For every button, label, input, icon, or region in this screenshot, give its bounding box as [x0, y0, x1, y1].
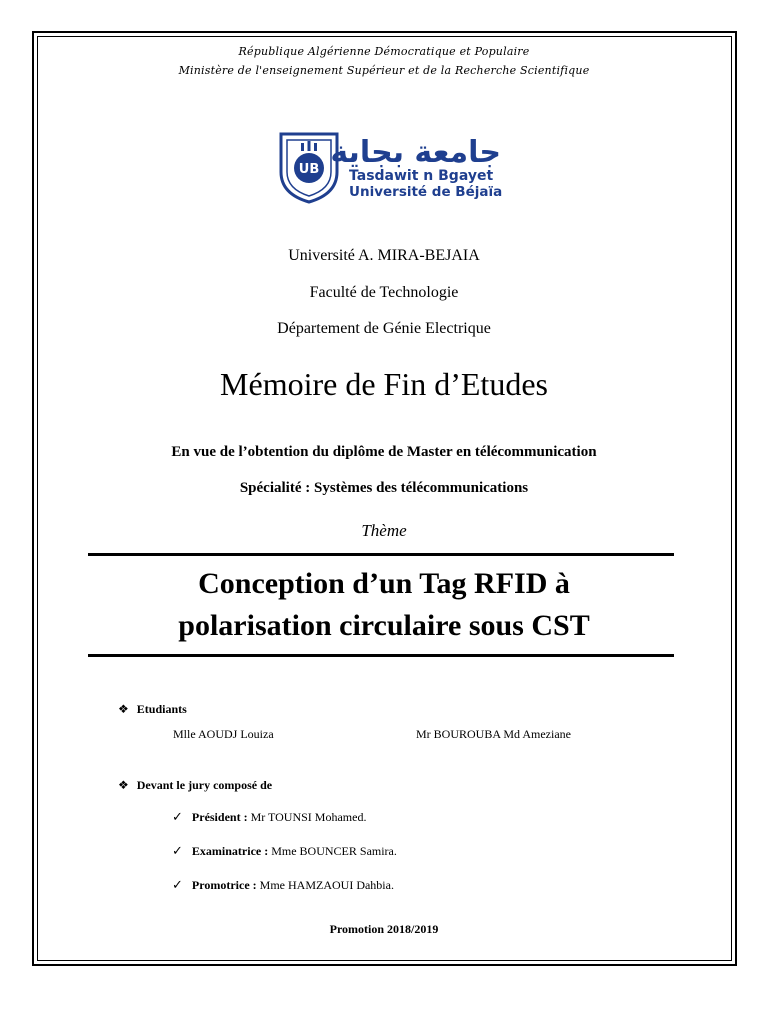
- jury-name: Mme HAMZAOUI Dahbia.: [259, 878, 394, 892]
- thesis-title-line-1: Conception d’un Tag RFID à: [198, 567, 570, 600]
- jury-role: Examinatrice :: [191, 844, 269, 858]
- university-logo: [277, 128, 509, 204]
- header-ministry: Ministère de l'enseignement Supérieur et de la Recherche Scientifique: [178, 64, 590, 77]
- faculty-name: Faculté de Technologie: [309, 284, 459, 301]
- jury-member-examiner: [172, 844, 397, 859]
- header-republic: République Algérienne Démocratique et Populaire: [238, 45, 530, 58]
- checkmark-icon: ✓: [172, 844, 183, 859]
- department-name: Département de Génie Electrique: [277, 320, 491, 337]
- university-name: Université A. MIRA-BEJAIA: [288, 247, 480, 264]
- logo-french-name: Université de Béjaïa: [349, 184, 503, 200]
- document-title: Mémoire de Fin d’Etudes: [220, 366, 548, 402]
- thesis-title: [0, 563, 768, 647]
- theme-label: Thème: [361, 521, 407, 540]
- jury-heading-label: Devant le jury composé de: [136, 778, 273, 792]
- student-name-1: Mlle AOUDJ Louiza: [173, 727, 274, 741]
- university-emblem-icon: [277, 128, 509, 204]
- jury-role: Président :: [191, 810, 248, 824]
- jury-role: Promotrice :: [191, 878, 257, 892]
- checkmark-icon: ✓: [172, 810, 183, 825]
- logo-kabyle-name: Tasdawit n Bgayet: [349, 168, 494, 184]
- checkmark-icon: ✓: [172, 878, 183, 893]
- student-name-2: Mr BOUROUBA Md Ameziane: [416, 727, 571, 741]
- degree-subtitle: En vue de l’obtention du diplôme de Master en télécommunication: [171, 444, 597, 460]
- logo-monogram: UB: [298, 162, 320, 177]
- jury-heading: [118, 778, 272, 793]
- promotion-year: Promotion 2018/2019: [329, 922, 439, 936]
- logo-arabic-name: جامعة بجاية: [330, 135, 501, 170]
- students-heading-label: Etudiants: [136, 702, 187, 716]
- jury-name: Mr TOUNSI Mohamed.: [250, 810, 367, 824]
- diamond-bullet-icon: ❖: [118, 778, 129, 792]
- students-heading: [118, 702, 187, 717]
- jury-member-supervisor: [172, 878, 394, 893]
- jury-name: Mme BOUNCER Samira.: [271, 844, 397, 858]
- specialty-line: Spécialité : Systèmes des télécommunications: [239, 480, 529, 496]
- diamond-bullet-icon: ❖: [118, 702, 129, 716]
- title-rule-bottom: [88, 654, 674, 657]
- title-rule-top: [88, 553, 674, 556]
- thesis-title-line-2: polarisation circulaire sous CST: [178, 609, 590, 642]
- jury-member-president: [172, 810, 366, 825]
